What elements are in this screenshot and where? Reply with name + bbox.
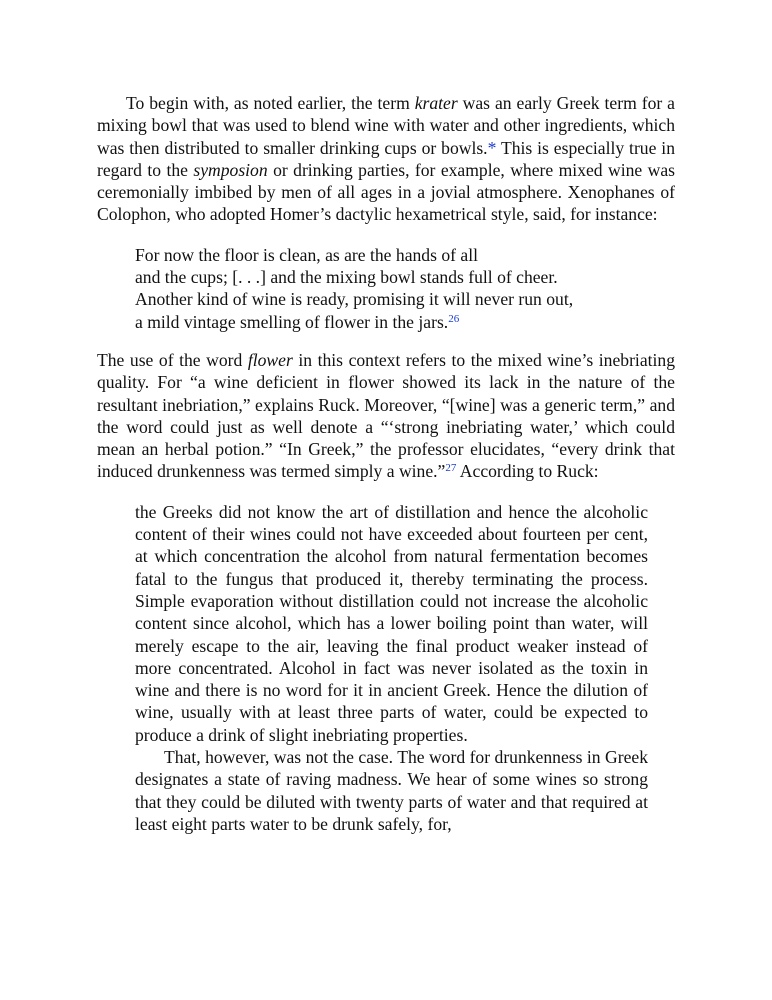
term-symposion: symposion [193, 159, 268, 180]
footnote-ref-26[interactable]: 26 [448, 312, 460, 325]
block-quote-para-2: That, however, was not the case. The word for drunkenness in Greek designates a state of raving madness. We hear of some wines so strong that they could be diluted with twenty parts of water and that required at least eight parts water to be drunk safely, for, [135, 747, 648, 834]
paragraph-intro: To begin with, as noted earlier, the term krater was an early Greek term for a mixing bowl that was used to blend wine with water and other ingredients, which was then distributed to smaller drinking cups or bowls.* This is especially true in regard to the symposion or drinking parties, for example, where mixed wine was ceremonially imbibed by men of all ages in a jovial atmosphere. Xenophanes of Colophon, who adopted Homer’s dactylic hexametrical style, said, for instance: [97, 93, 675, 225]
poem-line-2: and the cups; [. . .] and the mixing bowl stands full of cheer. [135, 267, 558, 288]
poem-line-1: For now the floor is clean, as are the hands of all [135, 244, 478, 265]
poem-line-3: Another kind of wine is ready, promising it will never run out, [135, 289, 574, 310]
block-quote-para-1: the Greeks did not know the art of distillation and hence the alcoholic content of their wines could not have exceeded about fourteen per cent, at which concentration the alcohol from natural fermentation becomes fatal to the fungus that produced it, thereby terminating the process. Simple evaporation without distillation could not increase the alcoholic content since alcohol, which has a lower boiling point than water, will merely escape to the air, leaving the final product weaker instead of more concentrated. Alcohol in fact was never isolated as the toxin in wine and there is no word for it in ancient Greek. Hence the dilution of wine, usually with at least three parts of water, could be expected to produce a drink of slight inebriating properties. [135, 501, 648, 745]
term-krater: krater [414, 93, 458, 113]
page-body [97, 92, 675, 835]
footnote-ref-27[interactable]: 27 [445, 462, 457, 475]
poem-line-4: a mild vintage smelling of flower in the jars.$^{26}$ [135, 311, 460, 332]
poem-quote [135, 244, 675, 333]
block-quote-ruck [135, 501, 648, 835]
footnote-star-link[interactable]: * [487, 137, 497, 158]
term-flower: flower [247, 349, 293, 370]
paragraph-flower: The use of the word flower in this context refers to the mixed wine’s inebriating quality. For “a wine deficient in flower showed its lack in the nature of the resultant inebriation,” explains Ruck. Moreover, “[wine] was a generic term,” and the word could just as well denote a “‘strong inebriating water,’ which could mean an herbal potion.” “In Greek,” the professor elucidates, “every drink that induced drunkenness was termed simply a wine.”$^{27}$ According to Ruck: [97, 349, 675, 482]
